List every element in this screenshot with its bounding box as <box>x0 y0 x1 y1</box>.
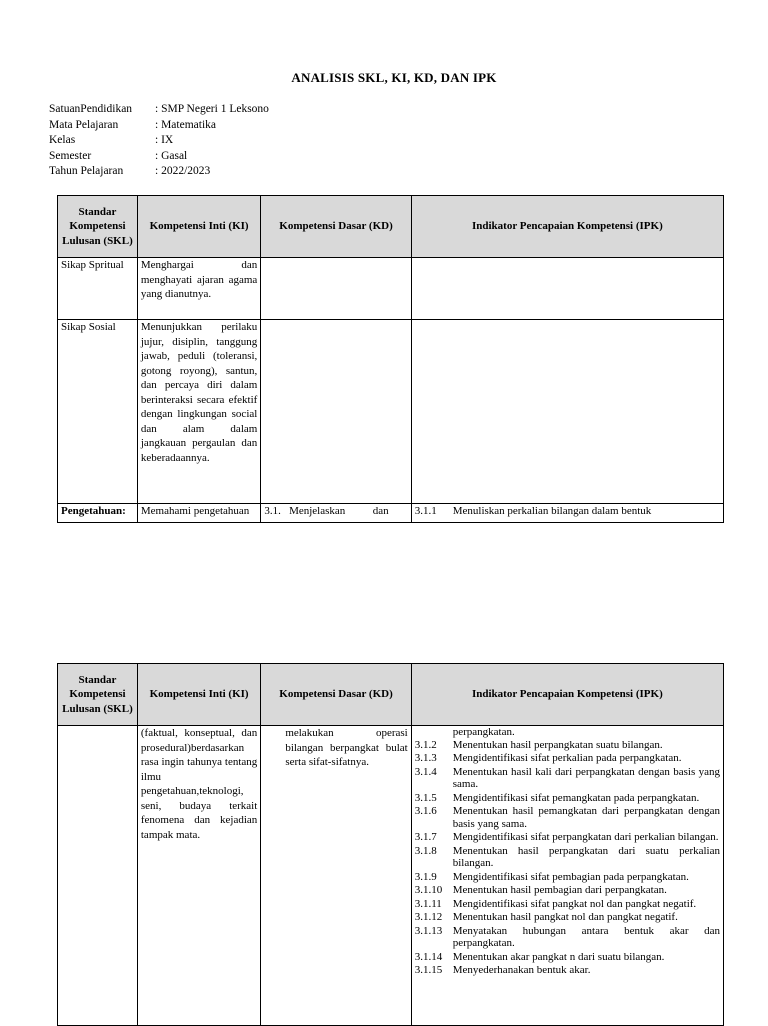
ipk-item <box>415 752 720 765</box>
ipk-item <box>415 871 720 884</box>
ipk-cell <box>411 504 723 523</box>
skl-cell: Pengetahuan: <box>58 504 138 523</box>
identity-value: : Matematika <box>155 118 216 131</box>
header-ki: Kompetensi Inti (KI) <box>137 664 260 726</box>
table-header-row <box>58 664 724 726</box>
header-skl: Standar Kompetensi Lulusan (SKL) <box>58 664 138 726</box>
ipk-number: 3.1.3 <box>414 752 437 764</box>
ipk-number: 3.1.4 <box>414 765 437 778</box>
identity-value: : SMP Negeri 1 Leksono <box>155 103 269 115</box>
identity-value: : Gasal <box>155 149 188 162</box>
identity-row <box>49 164 269 180</box>
kd-cell: melakukan operasi bilangan berpangkat bulat serta sifat-sifatnya. <box>261 726 411 1026</box>
header-ki: Kompetensi Inti (KI) <box>137 196 260 258</box>
ipk-text: Mengidentifikasi sifat pemangkatan pada perpangkatan. <box>452 791 700 804</box>
identity-key: Tahun Pelajaran <box>49 165 124 177</box>
ipk-item <box>415 911 720 924</box>
skl-cell: Sikap Spritual <box>58 258 138 320</box>
ipk-item <box>415 898 720 911</box>
ipk-number: 3.1.14 <box>414 950 443 963</box>
header-kd: Kompetensi Dasar (KD) <box>261 196 411 258</box>
ki-cell: Menghargai dan menghayati ajaran agama yang dianutnya. <box>137 258 260 320</box>
table-row-knowledge-cont <box>58 726 724 1026</box>
ipk-number: 3.1.1 <box>414 505 437 517</box>
ipk-number: 3.1.2 <box>414 738 437 751</box>
ipk-text: Menentukan hasil kali dari perpangkatan dengan basis yang sama. <box>452 765 720 790</box>
identity-block <box>49 102 269 180</box>
header-kd: Kompetensi Dasar (KD) <box>261 664 411 726</box>
ipk-continuation: perpangkatan. <box>452 726 515 738</box>
competency-table-page1 <box>57 195 724 523</box>
identity-key: Semester <box>49 149 92 162</box>
kd-cell <box>261 320 411 504</box>
skl-cell: Sikap Sosial <box>58 320 138 504</box>
ipk-item <box>415 884 720 897</box>
ipk-number: 3.1.7 <box>414 831 437 843</box>
ipk-item <box>415 925 720 950</box>
ipk-text: Menentukan hasil perpangkatan dari suatu perkalian bilangan. <box>452 844 720 869</box>
ipk-number: 3.1.8 <box>414 844 437 857</box>
identity-row <box>49 118 269 134</box>
kd-cell: 3.1. Menjelaskan dan <box>261 504 411 523</box>
ipk-list <box>415 739 720 977</box>
ipk-number: 3.1.6 <box>414 805 437 817</box>
ipk-number: 3.1.11 <box>414 897 442 910</box>
ipk-cell <box>411 320 723 504</box>
ipk-item <box>415 792 720 805</box>
table-header-row <box>58 196 724 258</box>
identity-value: : 2022/2023 <box>155 165 211 177</box>
table-row-knowledge <box>58 504 724 523</box>
skl-cell <box>58 726 138 1026</box>
ipk-text: Menentukan hasil pangkat nol dan pangkat negatif. <box>452 911 678 923</box>
table-row-spiritual <box>58 258 724 320</box>
ipk-item <box>415 766 720 791</box>
table-row-social <box>58 320 724 504</box>
ipk-text: Menentukan akar pangkat n dari suatu bilangan. <box>452 950 665 963</box>
ipk-cell <box>411 258 723 320</box>
header-ipk: Indikator Pencapaian Kompetensi (IPK) <box>411 664 723 726</box>
ipk-number: 3.1.9 <box>414 870 437 883</box>
ipk-number: 3.1.13 <box>414 924 443 937</box>
identity-key: Kelas <box>49 134 76 146</box>
identity-value: : IX <box>155 134 174 146</box>
ipk-item <box>415 845 720 870</box>
ipk-number: 3.1.10 <box>414 884 443 896</box>
ipk-item <box>415 831 720 844</box>
kd-cell <box>261 258 411 320</box>
identity-key: SatuanPendidikan <box>49 103 133 115</box>
header-ipk: Indikator Pencapaian Kompetensi (IPK) <box>411 196 723 258</box>
header-skl: Standar Kompetensi Lulusan (SKL) <box>58 196 138 258</box>
ipk-item <box>415 951 720 964</box>
competency-table-page2 <box>57 663 724 1026</box>
page-title: ANALISIS SKL, KI, KD, DAN IPK <box>291 70 497 85</box>
ki-cell: Menunjukkan perilaku jujur, disiplin, tanggung jawab, peduli (toleransi, gotong royong), santun, dan percaya diri dalam berinteraksi secara efektif dengan lingkungan social dan alam dalam jangkauan pergaulan dan keberadaannya. <box>137 320 260 504</box>
ipk-item <box>415 739 720 752</box>
ipk-number: 3.1.12 <box>414 911 443 923</box>
ipk-text: Menyederhanakan bentuk akar. <box>452 964 591 976</box>
ki-cell: Memahami pengetahuan <box>137 504 260 523</box>
ipk-number: 3.1.15 <box>414 964 443 976</box>
ipk-text: Menentukan hasil pemangkatan dari perpangkatan dengan basis yang sama. <box>452 805 720 830</box>
ipk-text: Mengidentifikasi sifat pembagian pada perpangkatan. <box>452 870 689 883</box>
ipk-text: Mengidentifikasi sifat pangkat nol dan pangkat negatif. <box>452 897 697 910</box>
ipk-text: Menuliskan perkalian bilangan dalam bentuk <box>452 505 652 517</box>
identity-row <box>49 133 269 149</box>
ipk-text: Mengidentifikasi sifat perkalian pada perpangkatan. <box>452 752 682 764</box>
ipk-text: Mengidentifikasi sifat perpangkatan dari perkalian bilangan. <box>452 831 719 843</box>
identity-key: Mata Pelajaran <box>49 118 119 131</box>
ipk-item <box>415 805 720 830</box>
ipk-item <box>415 964 720 977</box>
identity-row <box>49 149 269 165</box>
ki-cell: (faktual, konseptual, dan prosedural)berdasarkan rasa ingin tahunya tentang ilmu pengetahuan,teknologi, seni, budaya terkait fenomena dan kejadian tampak mata. <box>137 726 260 1026</box>
ipk-text: Menyatakan hubungan antara bentuk akar dan perpangkatan. <box>452 924 720 949</box>
ipk-cell <box>411 726 723 1026</box>
ipk-text: Menentukan hasil perpangkatan suatu bilangan. <box>452 738 663 751</box>
ipk-number: 3.1.5 <box>414 791 437 804</box>
ipk-text: Menentukan hasil pembagian dari perpangkatan. <box>452 884 667 896</box>
identity-row <box>49 102 269 118</box>
